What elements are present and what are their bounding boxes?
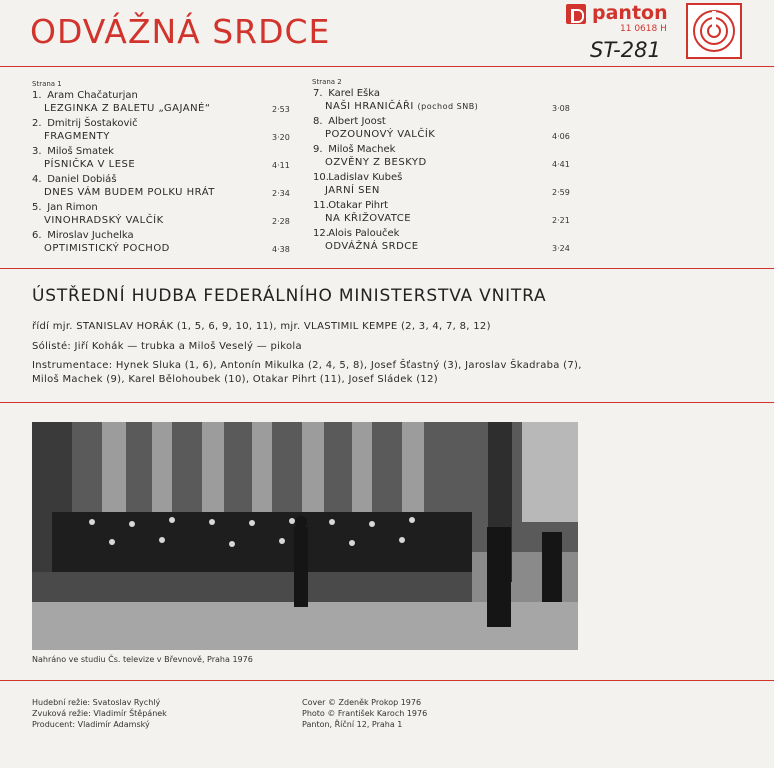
divider — [0, 402, 774, 403]
instrumentation-line-2: Miloš Machek (9), Karel Bělohoubek (10), Otakar Pihrt (11), Josef Sládek (12) — [32, 374, 438, 385]
photo-caption: Nahráno ve studiu Čs. televize v Břevnově, Praha 1976 — [32, 655, 253, 664]
credits-left — [32, 697, 167, 730]
track-item: 9. Miloš Machek OZVĚNY Z BESKYD — [313, 144, 427, 168]
track-duration: 2·59 — [552, 188, 570, 197]
instrumentation-line-1: Instrumentace: Hynek Sluka (1, 6), Antonín Mikulka (2, 4, 5, 8), Josef Šťastný (3), Jaroslav Škadraba (7), — [32, 360, 582, 371]
track-duration: 4·41 — [552, 160, 570, 169]
credit-line: Cover © Zdeněk Prokop 1976 — [302, 698, 422, 707]
divider — [0, 268, 774, 269]
track-duration: 4·11 — [272, 161, 290, 170]
credit-line: Producent: Vladimír Adamský — [32, 720, 150, 729]
track-duration: 4·38 — [272, 245, 290, 254]
divider — [0, 680, 774, 681]
orchestra-name: ÚSTŘEDNÍ HUDBA FEDERÁLNÍHO MINISTERSTVA VNITRA — [32, 286, 547, 306]
side1-label: Strana 1 — [32, 80, 62, 88]
track-duration: 3·08 — [552, 104, 570, 113]
track-duration: 2·28 — [272, 217, 290, 226]
side2-label: Strana 2 — [312, 78, 342, 86]
track-duration: 2·53 — [272, 105, 290, 114]
track-item: 1. Aram Chačaturjan LEZGINKA Z BALETU „GAJANÉ“ — [32, 90, 211, 114]
track-item: 7. Karel Eška NAŠI HRANIČÁŘI (pochod SNB) — [313, 88, 479, 112]
credit-line: Panton, Říční 12, Praha 1 — [302, 720, 403, 729]
panton-logo-icon — [566, 4, 586, 24]
track-item: 4. Daniel Dobiáš DNES VÁM BUDEM POLKU HRÁT — [32, 174, 215, 198]
conductors: řídí mjr. STANISLAV HORÁK (1, 5, 6, 9, 10, 11), mjr. VLASTIMIL KEMPE (2, 3, 4, 7, 8, 12) — [32, 321, 491, 332]
track-item: 3. Miloš Smatek PÍSNIČKA V LESE — [32, 146, 136, 170]
track-item: 10. Ladislav Kubeš JARNÍ SEN — [313, 172, 403, 196]
track-item: 2. Dmitrij Šostakovič FRAGMENTY — [32, 118, 138, 142]
orchestra-photo — [32, 422, 578, 650]
track-item: 8. Albert Joost POZOUNOVÝ VALČÍK — [313, 116, 436, 140]
track-duration: 3·20 — [272, 133, 290, 142]
catalog-number: 11 0618 H — [620, 24, 667, 34]
track-duration: 2·34 — [272, 189, 290, 198]
track-item: 5. Jan Rimon VINOHRADSKÝ VALČÍK — [32, 202, 164, 226]
track-item: 12. Alois Palouček ODVÁŽNÁ SRDCE — [313, 228, 419, 252]
credits-right — [302, 697, 427, 730]
credit-line: Photo © František Karoch 1976 — [302, 709, 428, 718]
credit-line: Zvuková režie: Vladimír Štěpánek — [32, 709, 167, 718]
track-duration: 3·24 — [552, 244, 570, 253]
divider — [0, 66, 774, 67]
track-item: 6. Miroslav Juchelka OPTIMISTICKÝ POCHOD — [32, 230, 170, 254]
panton-disc-logo-icon — [686, 3, 742, 59]
track-duration: 2·21 — [552, 216, 570, 225]
handwritten-note: ST-281 — [590, 38, 661, 62]
track-item: 11. Otakar Pihrt NA KŘIŽOVATCE — [313, 200, 412, 224]
label-brand: panton — [592, 2, 668, 24]
album-title: ODVÁŽNÁ SRDCE — [30, 12, 331, 51]
credit-line: Hudební režie: Svatoslav Rychlý — [32, 698, 161, 707]
track-duration: 4·06 — [552, 132, 570, 141]
soloists: Sólisté: Jiří Kohák — trubka a Miloš Veselý — pikola — [32, 341, 302, 352]
